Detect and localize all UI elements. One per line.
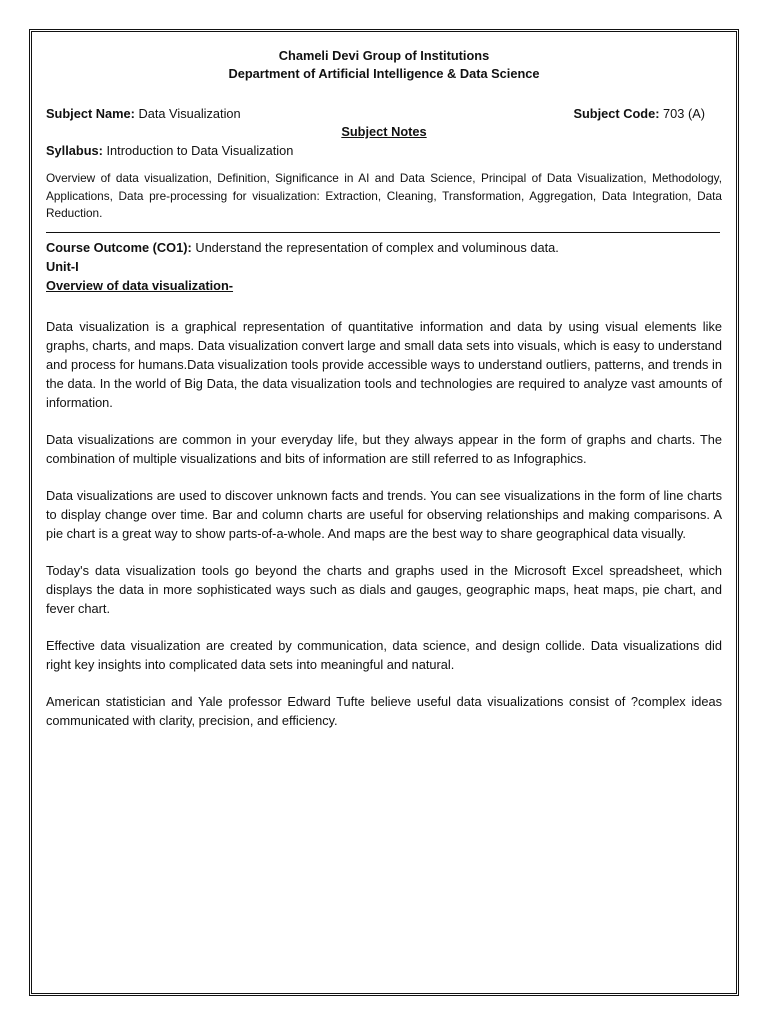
subject-name — [46, 106, 241, 121]
document-content — [46, 47, 722, 748]
subject-code — [573, 105, 705, 124]
syllabus-value: Introduction to Data Visualization — [106, 142, 294, 158]
unit-heading: Unit-I — [46, 259, 79, 274]
subject-code-label: Subject Code: — [573, 106, 660, 121]
subject-name-value: Data Visualization — [138, 106, 241, 121]
divider-line — [46, 232, 720, 233]
paragraph: American statistician and Yale professor Edward Tufte believe useful data visualizations consist of ?complex ideas communicated with clarity, precision, and efficiency. — [46, 694, 722, 729]
subject-code-value: 703 (A) — [663, 106, 705, 121]
header-spacer — [46, 83, 722, 105]
syllabus-line — [46, 142, 722, 161]
course-outcome-label: Course Outcome (CO1): — [46, 240, 192, 256]
paragraph: Today's data visualization tools go beyond the charts and graphs used in the Microsoft Excel spreadsheet, which displays the data in more sophisticated ways such as dials and gauges, geographic maps, heat maps, pie chart, and fever chart. — [46, 563, 722, 617]
syllabus-label: Syllabus: — [46, 142, 103, 158]
department-name: Department of Artificial Intelligence & Data Science — [228, 66, 540, 81]
section-title: Overview of data visualization- — [46, 277, 234, 293]
paragraph: Data visualization is a graphical representation of quantitative information and data by using visual elements like graphs, charts, and maps. Data visualization convert large and small data sets into visuals, which is easy to understand and process for humans.Data visualization tools provide accessible ways to understand outliers, patterns, and trends in the data. In the world of Big Data, the data visualization tools and technologies are required to analyze vast amounts of information. — [46, 319, 722, 411]
course-outcome — [46, 239, 722, 258]
subject-row — [46, 105, 722, 124]
subject-name-label: Subject Name: — [46, 106, 135, 121]
syllabus-body: Overview of data visualization, Definition, Significance in AI and Data Science, Principal of Data Visualization, Methodology, Applications, Data pre-processing for visualization: Extraction, Cleaning, Transformation, Aggregation, Data Integration, Data Reduction. — [46, 171, 722, 220]
paragraph: Data visualizations are common in your everyday life, but they always appear in the form of graphs and charts. The combination of multiple visualizations and bits of information are still referred to as Infographics. — [46, 432, 722, 467]
paragraph: Effective data visualization are created by communication, data science, and design collide. Data visualizations did right key insights into complicated data sets into meaningful and natural. — [46, 638, 722, 673]
notes-title: Subject Notes — [341, 124, 427, 139]
paragraph: Data visualizations are used to discover unknown facts and trends. You can see visualizations in the form of line charts to display change over time. Bar and column charts are useful for observing relationships and making comparisons. A pie chart is a great way to show parts-of-a-whole. And maps are the best way to share geographical data visually. — [46, 488, 722, 542]
course-outcome-value: Understand the representation of complex and voluminous data. — [195, 240, 559, 256]
section-spacer — [46, 295, 722, 317]
institution-name: Chameli Devi Group of Institutions — [278, 48, 490, 63]
